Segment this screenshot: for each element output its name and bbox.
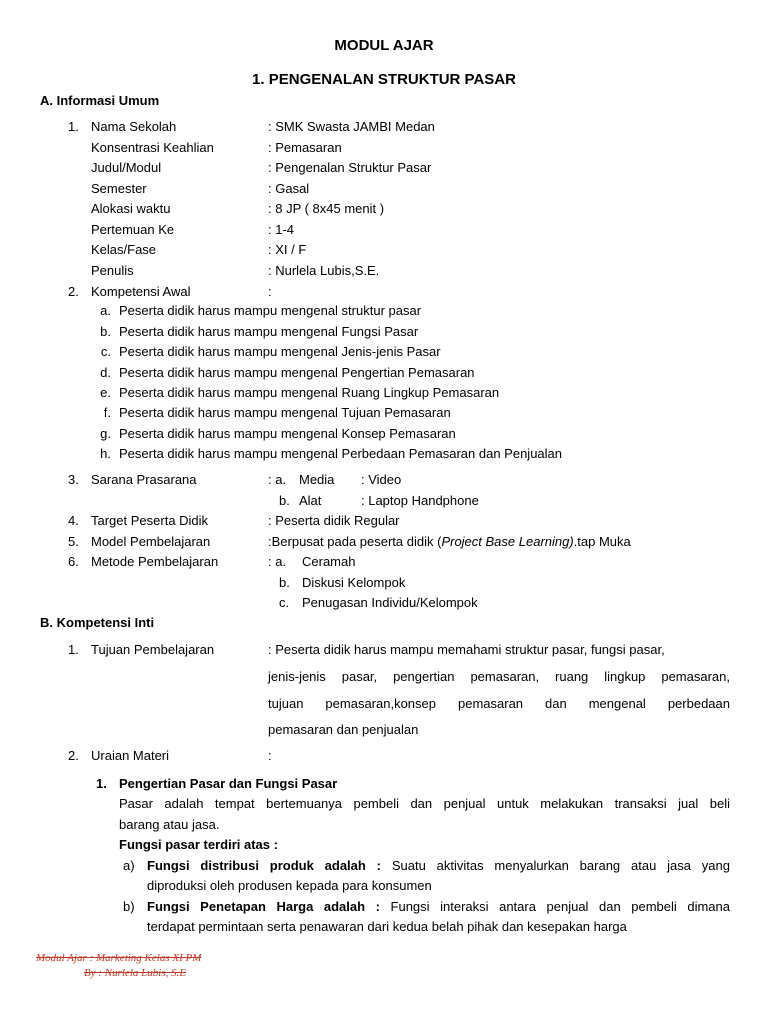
tujuan-line-1: : Peserta didik harus mampu memahami struktur pasar, fungsi pasar, [268,642,665,657]
info-row-label: Semester [91,181,147,196]
kompetensi-item-text: Peserta didik harus mampu mengenal Perbedaan Pemasaran dan Penjualan [119,446,563,461]
fungsi-a-line-2: diproduksi oleh produsen kepada para konsumen [147,878,432,893]
materi-paragraph-line-1: Pasar adalah tempat bertemuanya pembeli dan penjual untuk melakukan transaksi jual beli [119,796,730,811]
kompetensi-awal-num: 2. [68,284,79,299]
info-row-label: Judul/Modul [91,160,162,175]
sarana-b-label: Alat [299,493,322,508]
kompetensi-item-text: Peserta didik harus mampu mengenal Pengertian Pemasaran [119,365,475,380]
kompetensi-item-text: Peserta didik harus mampu mengenal Konsep Pemasaran [119,426,456,441]
materi-paragraph-line-2: barang atau jasa. [119,817,220,832]
kompetensi-item-text: Peserta didik harus mampu mengenal Jenis-jenis Pasar [119,344,441,359]
uraian-num: 2. [68,748,79,763]
info-row-label: Pertemuan Ke [91,222,175,237]
sarana-num: 3. [68,472,79,487]
model-value-italic: Project Base Learning) [441,534,574,549]
model-label: Model Pembelajaran [91,534,211,549]
tujuan-num: 1. [68,642,79,657]
tujuan-label: Tujuan Pembelajaran [91,642,215,657]
sarana-label: Sarana Prasarana [91,472,197,487]
metode-label: Metode Pembelajaran [91,554,219,569]
uraian-colon: : [268,748,272,763]
kompetensi-item-letter: h. [100,446,111,461]
kompetensi-awal-colon: : [268,284,272,299]
kompetensi-item-text: Peserta didik harus mampu mengenal struktur pasar [119,303,422,318]
metode-item-b-prefix: b. [279,575,290,590]
metode-item-a-text: Ceramah [302,554,356,569]
kompetensi-item-letter: g. [100,426,111,441]
metode-item-a-prefix: : a. [268,554,287,569]
info-row-value: : Pemasaran [268,140,342,155]
kompetensi-item-text: Peserta didik harus mampu mengenal Ruang Lingkup Pemasaran [119,385,500,400]
kompetensi-item-letter: f. [103,405,111,420]
model-value-post: .tap Muka [573,534,631,549]
fungsi-b-rest: Fungsi interaksi antara penjual dan pembeli dimana [379,899,730,914]
materi-num: 1. [96,776,107,791]
document-title: MODUL AJAR [334,37,434,54]
sarana-b-value: : Laptop Handphone [361,493,479,508]
fungsi-b-line-2: terdapat permintaan serta penawaran dari kedua belah pihak dan kesepakan harga [147,919,627,934]
fungsi-heading: Fungsi pasar terdiri atas : [119,837,278,852]
fungsi-b-letter: b) [123,899,135,914]
kompetensi-item-letter: d. [100,365,111,380]
metode-item-c-prefix: c. [279,595,290,610]
info-row-label: Nama Sekolah [91,119,177,134]
tujuan-line-4: pemasaran dan penjualan [268,722,419,737]
info-row-value: : 1-4 [268,222,295,237]
info-row-label: Penulis [91,263,134,278]
fungsi-a-letter: a) [123,858,135,873]
sarana-a-label: Media [299,472,335,487]
sarana-b-prefix: b. [279,493,290,508]
document-subtitle: 1. PENGENALAN STRUKTUR PASAR [252,71,516,88]
tujuan-line-3: tujuan pemasaran,konsep pemasaran dan mengenal perbedaan [268,696,730,711]
fungsi-a-bold: Fungsi distribusi produk adalah : [147,858,381,873]
info-row-label: Alokasi waktu [91,201,171,216]
kompetensi-item-letter: c. [100,344,111,359]
info-row-label: Konsentrasi Keahlian [91,140,214,155]
metode-item-b-text: Diskusi Kelompok [302,575,406,590]
info-row-value: : XI / F [268,242,307,257]
metode-item-c-text: Penugasan Individu/Kelompok [302,595,478,610]
target-num: 4. [68,513,79,528]
info-row-label: Kelas/Fase [91,242,157,257]
model-value [268,533,631,550]
fungsi-a-line-1 [147,857,730,874]
info-row-value: : SMK Swasta JAMBI Medan [268,119,435,134]
model-value-pre: :Berpusat pada peserta didik ( [268,534,442,549]
info-row-value: : Pengenalan Struktur Pasar [268,160,432,175]
kompetensi-item-letter: b. [100,324,111,339]
fungsi-b-bold: Fungsi Penetapan Harga adalah : [147,899,380,914]
materi-heading: Pengertian Pasar dan Fungsi Pasar [119,776,338,791]
fungsi-b-line-1 [147,898,730,915]
kompetensi-item-letter: e. [100,385,111,400]
fungsi-a-rest: Suatu aktivitas menyalurkan barang atau jasa yang [381,858,730,873]
info-row-value: : Nurlela Lubis,S.E. [268,263,380,278]
kompetensi-awal-label: Kompetensi Awal [91,284,191,299]
sarana-a-value: : Video [361,472,402,487]
footer-line-1: Modul Ajar : Marketing Kelas XI PM [36,952,202,964]
info-row-value: : 8 JP ( 8x45 menit ) [268,201,385,216]
metode-num: 6. [68,554,79,569]
target-label: Target Peserta Didik [91,513,209,528]
uraian-label: Uraian Materi [91,748,170,763]
target-value: : Peserta didik Regular [268,513,400,528]
section-b-heading: B. Kompetensi Inti [40,615,155,630]
footer-line-2: By : Nurlela Lubis, S.E [84,967,187,979]
tujuan-line-2: jenis-jenis pasar, pengertian pemasaran, ruang lingkup pemasaran, [268,669,730,684]
kompetensi-item-text: Peserta didik harus mampu mengenal Tujuan Pemasaran [119,405,451,420]
sarana-a-prefix: : a. [268,472,287,487]
kompetensi-item-text: Peserta didik harus mampu mengenal Fungsi Pasar [119,324,419,339]
info-row-num: 1. [68,119,79,134]
info-row-value: : Gasal [268,181,310,196]
model-num: 5. [68,534,79,549]
section-a-heading: A. Informasi Umum [40,93,160,108]
kompetensi-item-letter: a. [100,303,111,318]
